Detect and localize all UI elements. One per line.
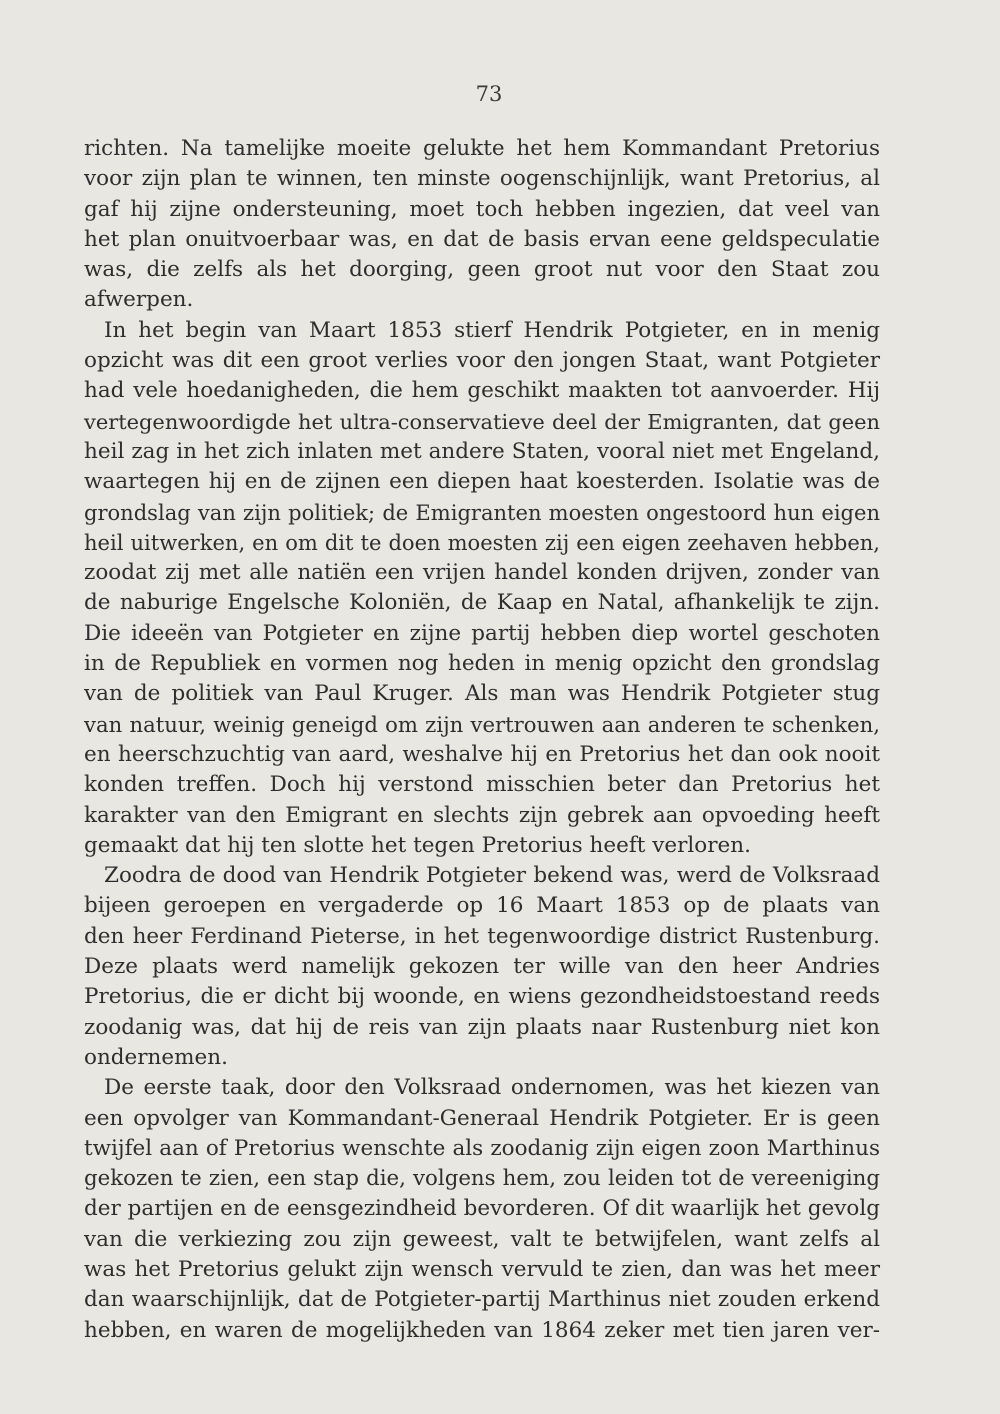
text-line: waartegen hij en de zijnen een diepen haat koesterden. Isolatie was de	[84, 469, 880, 495]
text-line: zoodat zij met alle natiën een vrijen handel konden drijven, zonder van	[84, 560, 880, 586]
text-line: had vele hoedanigheden, die hem geschikt maakten tot aanvoerder. Hij	[84, 378, 880, 404]
text-line: grondslag van zijn politiek; de Emigranten moesten ongestoord hun eigen	[84, 499, 880, 525]
text-line: van de politiek van Paul Kruger. Als man was Hendrik Potgieter stug	[84, 681, 880, 707]
text-line: karakter van den Emigrant en slechts zijn gebrek aan opvoeding heeft	[84, 802, 880, 828]
text-line: van natuur, weinig geneigd om zijn vertrouwen aan anderen te schenken,	[84, 711, 880, 737]
page-number: 73	[475, 82, 503, 106]
text-line: den heer Ferdinand Pieterse, in het tegenwoordige district Rustenburg.	[84, 923, 880, 949]
text-line: het plan onuitvoerbaar was, en dat de basis ervan eene geldspeculatie	[84, 226, 880, 252]
text-line: De eerste taak, door den Volksraad ondernomen, was het kiezen van	[104, 1075, 880, 1101]
text-line: gaf hij zijne ondersteuning, moet toch hebben ingezien, dat veel van	[84, 196, 880, 222]
text-line: in de Republiek en vormen nog heden in menig opzicht den grondslag	[84, 651, 880, 677]
text-line: der partijen en de eensgezindheid bevorderen. Of dit waarlijk het gevolg	[84, 1196, 880, 1222]
text-line: richten. Na tamelijke moeite gelukte het hem Kommandant Pretorius	[84, 136, 880, 161]
text-line: twijfel aan of Pretorius wenschte als zoodanig zijn eigen zoon Marthinus	[84, 1135, 880, 1161]
text-line: en heerschzuchtig van aard, weshalve hij en Pretorius het dan ook nooit	[84, 741, 880, 767]
text-line: konden treffen. Doch hij verstond misschien beter dan Pretorius het	[84, 772, 880, 798]
text-line: de naburige Engelsche Koloniën, de Kaap en Natal, afhankelijk te zijn.	[84, 590, 880, 616]
body-text	[84, 134, 880, 1346]
text-line: Pretorius, die er dicht bij woonde, en wiens gezondheidstoestand reeds	[84, 984, 880, 1010]
text-line: bijeen geroepen en vergaderde op 16 Maart 1853 op de plaats van	[84, 893, 880, 919]
text-line: van die verkiezing zou zijn geweest, valt te betwijfelen, want zelfs al	[84, 1226, 880, 1252]
text-line: Deze plaats werd namelijk gekozen ter wille van den heer Andries	[84, 954, 880, 980]
text-line: gekozen te zien, een stap die, volgens hem, zou leiden tot de vereeniging	[84, 1166, 880, 1192]
text-line: Die ideeën van Potgieter en zijne partij hebben diep wortel geschoten	[84, 620, 880, 646]
text-line: ondernemen.	[84, 1044, 228, 1070]
text-line: vertegenwoordigde het ultra-conservatieve deel der Emigranten, dat geen	[84, 409, 880, 434]
text-line: hebben, en waren de mogelijkheden van 1864 zeker met tien jaren ver-	[84, 1317, 880, 1343]
text-line: heil uitwerken, en om dit te doen moesten zij een eigen zeehaven hebben,	[84, 529, 880, 555]
text-line: afwerpen.	[84, 287, 194, 313]
text-line: Zoodra de dood van Hendrik Potgieter bekend was, werd de Volksraad	[104, 863, 880, 889]
text-line: opzicht was dit een groot verlies voor den jongen Staat, want Potgieter	[84, 348, 880, 374]
text-line: een opvolger van Kommandant-Generaal Hendrik Potgieter. Er is geen	[84, 1105, 880, 1131]
text-line: zoodanig was, dat hij de reis van zijn plaats naar Rustenburg niet kon	[84, 1014, 880, 1040]
text-line: gemaakt dat hij ten slotte het tegen Pretorius heeft verloren.	[84, 832, 751, 858]
text-line: was, die zelfs als het doorging, geen groot nut voor den Staat zou	[84, 257, 880, 283]
text-line: dan waarschijnlijk, dat de Potgieter-partij Marthinus niet zouden erkend	[84, 1287, 880, 1313]
text-line: In het begin van Maart 1853 stierf Hendrik Potgieter, en in menig	[104, 317, 880, 343]
text-line: heil zag in het zich inlaten met andere Staten, vooral niet met Engeland,	[84, 438, 880, 464]
text-line: was het Pretorius gelukt zijn wensch vervuld te zien, dan was het meer	[84, 1256, 880, 1282]
text-line: voor zijn plan te winnen, ten minste oogenschijnlijk, want Pretorius, al	[84, 166, 880, 192]
